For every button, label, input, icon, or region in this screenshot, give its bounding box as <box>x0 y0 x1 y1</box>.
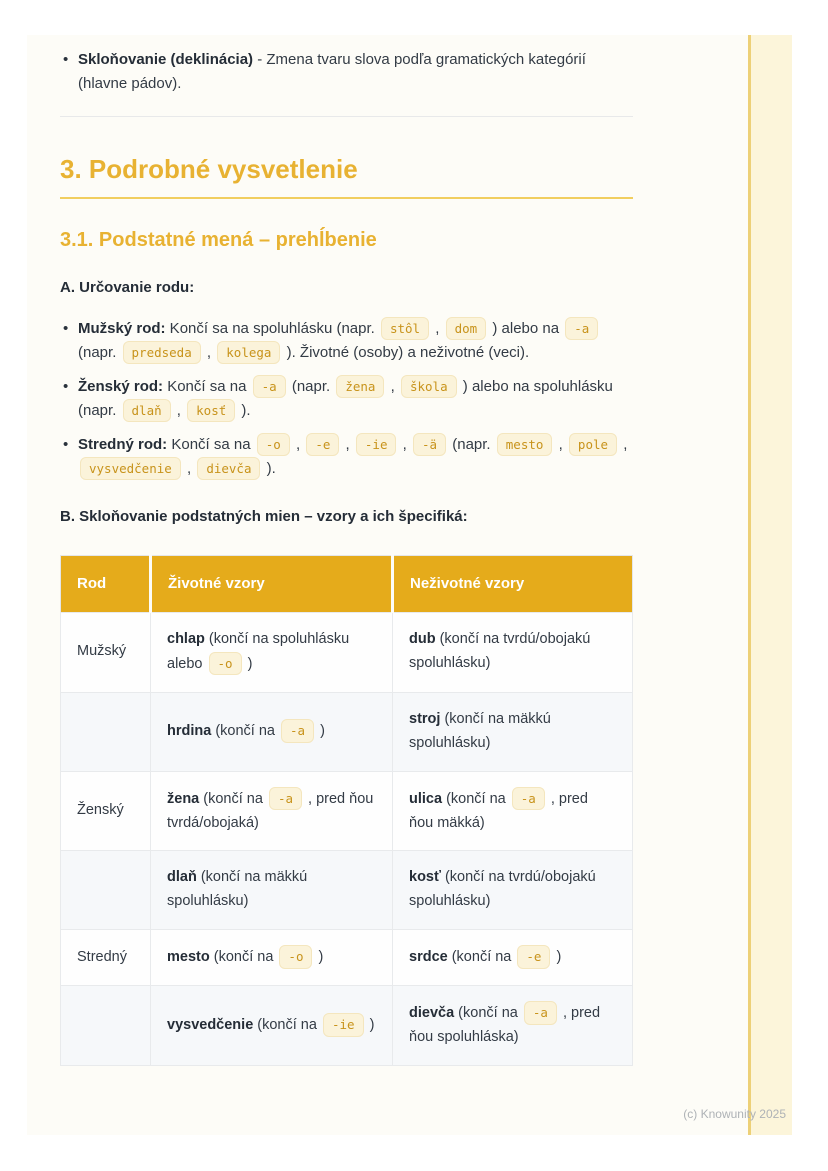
table-row <box>61 851 633 930</box>
code-chip: dlaň <box>123 399 171 423</box>
gender-item-masculine: • Mužský rod: Končí sa na spoluhlásku (napr. stôl , dom ) alebo na -a (napr. predseda , kolega ). Životné (osoby) a neživotné (veci). <box>60 317 633 365</box>
bold-term: hrdina <box>167 723 212 740</box>
code-chip: kolega <box>217 341 280 365</box>
code-chip: -a <box>269 787 302 811</box>
bold-term: vysvedčenie <box>167 1017 254 1034</box>
code-chip: -e <box>306 433 339 457</box>
cell-zivotne: dlaň (končí na mäkkú spoluhlásku) <box>151 851 393 930</box>
code-chip: -e <box>517 945 550 969</box>
cell-rod <box>61 851 151 930</box>
cell-rod <box>61 692 151 771</box>
bold-term: Mužský rod: <box>78 319 166 337</box>
gender-list <box>60 317 633 481</box>
footer-copyright: (c) Knowunity 2025 <box>683 1107 786 1121</box>
bold-term: kosť <box>409 869 441 886</box>
cell-nezivotne: stroj (končí na mäkkú spoluhlásku) <box>393 692 633 771</box>
vzory-table-body <box>61 612 633 1065</box>
table-row <box>61 986 633 1066</box>
table-row <box>61 930 633 986</box>
code-chip: stôl <box>381 317 429 341</box>
header-rod: Rod <box>61 555 151 612</box>
header-zivotne-vzory: Životné vzory <box>151 555 393 612</box>
label-urcovanie-rodu: A. Určovanie rodu: <box>60 278 195 296</box>
cell-nezivotne: dub (končí na tvrdú/obojakú spoluhlásku) <box>393 612 633 692</box>
code-chip: kosť <box>187 399 235 423</box>
bold-term: stroj <box>409 710 441 727</box>
bold-term: dub <box>409 631 436 648</box>
cell-zivotne: mesto (končí na -o ) <box>151 930 393 986</box>
heading-podrobne-vysvetlenie: 3. Podrobné vysvetlenie <box>60 155 633 199</box>
table-row <box>61 612 633 692</box>
cell-zivotne: chlap (končí na spoluhlásku alebo -o ) <box>151 612 393 692</box>
code-chip: pole <box>569 433 617 457</box>
cell-rod: Ženský <box>61 771 151 851</box>
code-chip: žena <box>336 375 384 399</box>
cell-rod: Stredný <box>61 930 151 986</box>
label-sklonovanie-vzory: B. Skloňovanie podstatných mien – vzory a ich špecifiká: <box>60 507 468 525</box>
bold-term: chlap <box>167 630 205 647</box>
bold-term: dievča <box>409 1005 455 1022</box>
page-edge-strip <box>748 35 792 1135</box>
bold-term: Stredný rod: <box>78 435 168 453</box>
header-nezivotne-vzory: Neživotné vzory <box>393 555 633 612</box>
gender-item-feminine: • Ženský rod: Končí sa na -a (napr. žena , škola ) alebo na spoluhlásku (napr. dlaň , kosť ). <box>60 375 633 423</box>
gender-item-neuter: • Stredný rod: Končí sa na -o , -e , -ie , -ä (napr. mesto , pole , vysvedčenie , dievča ). <box>60 433 633 481</box>
cell-nezivotne: ulica (končí na -a , pred ňou mäkká) <box>393 771 633 851</box>
cell-nezivotne: dievča (končí na -a , pred ňou spoluhláska) <box>393 986 633 1066</box>
page-content <box>27 35 667 1066</box>
bold-term: srdce <box>409 949 448 966</box>
intro-list <box>60 48 633 96</box>
cell-zivotne: hrdina (končí na -a ) <box>151 692 393 771</box>
cell-rod <box>61 986 151 1066</box>
table-header-row <box>61 555 633 612</box>
bold-term: ulica <box>409 790 443 807</box>
vzory-table <box>60 555 633 1066</box>
code-chip: škola <box>401 375 457 399</box>
cell-zivotne: žena (končí na -a , pred ňou tvrdá/obojaká) <box>151 771 393 851</box>
cell-nezivotne: kosť (končí na tvrdú/obojakú spoluhlásku) <box>393 851 633 930</box>
cell-nezivotne: srdce (končí na -e ) <box>393 930 633 986</box>
code-chip: -a <box>512 787 545 811</box>
section-divider <box>60 116 633 117</box>
code-chip: -ie <box>356 433 397 457</box>
code-chip: -ie <box>323 1013 364 1037</box>
code-chip: -o <box>279 945 312 969</box>
code-chip: dievča <box>197 457 260 481</box>
table-row <box>61 692 633 771</box>
code-chip: -o <box>209 652 242 676</box>
subheading-podstatne-mena: 3.1. Podstatné mená – prehĺbenie <box>60 228 377 251</box>
code-chip: -a <box>281 719 314 743</box>
bold-term: žena <box>167 790 200 807</box>
document-page <box>27 35 792 1135</box>
table-row <box>61 771 633 851</box>
code-chip: predseda <box>123 341 201 365</box>
bold-term: dlaň <box>167 869 197 886</box>
code-chip: -ä <box>413 433 446 457</box>
cell-zivotne: vysvedčenie (končí na -ie ) <box>151 986 393 1066</box>
code-chip: mesto <box>497 433 553 457</box>
code-chip: -o <box>257 433 290 457</box>
bold-term: Ženský rod: <box>78 377 164 395</box>
code-chip: -a <box>565 317 598 341</box>
code-chip: -a <box>524 1001 557 1025</box>
list-item-sklonovanie: • Skloňovanie (deklinácia) - Zmena tvaru slova podľa gramatických kategórií (hlavne pádov). <box>60 48 633 96</box>
code-chip: dom <box>446 317 487 341</box>
code-chip: -a <box>253 375 286 399</box>
cell-rod: Mužský <box>61 612 151 692</box>
bold-term: mesto <box>167 949 210 966</box>
bold-term: Skloňovanie (deklinácia) <box>78 51 254 68</box>
code-chip: vysvedčenie <box>80 457 181 481</box>
